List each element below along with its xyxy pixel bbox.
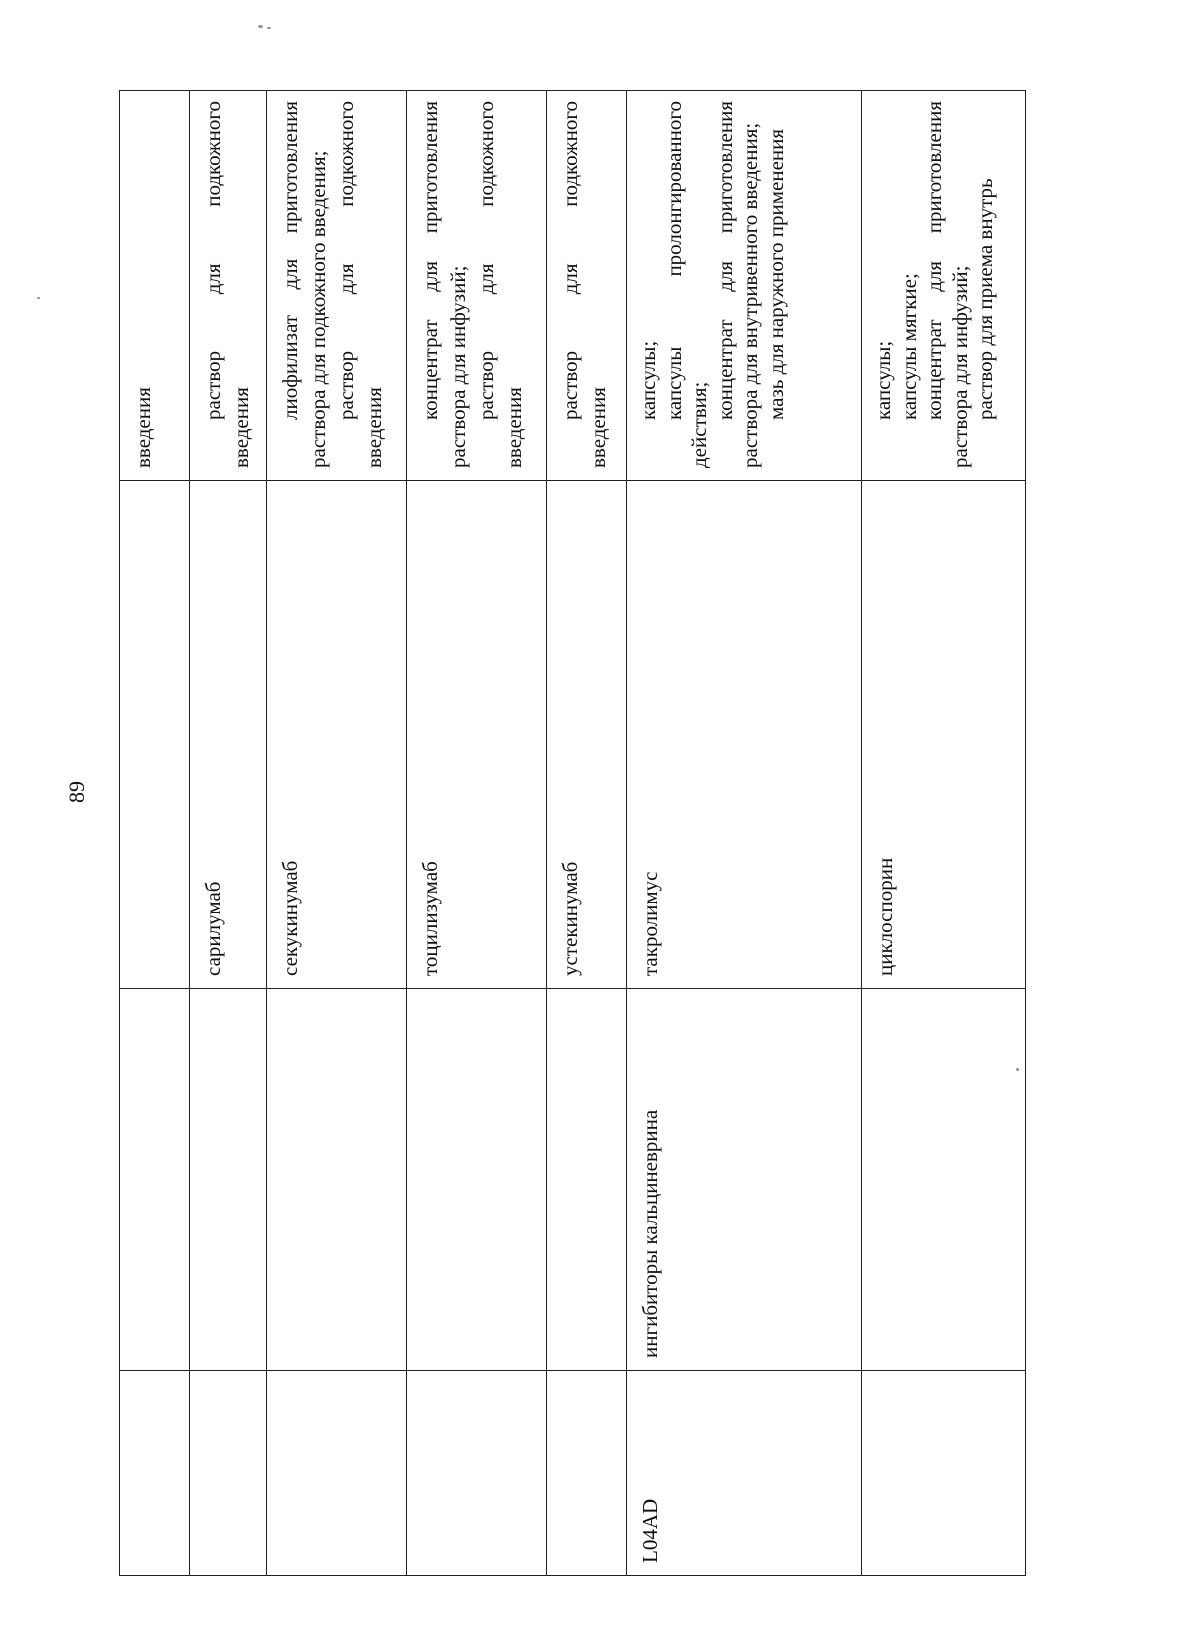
pharmacological-group-cell: ингибиторы кальциневрина (627, 989, 862, 1371)
drug-name-cell: секукинумаб (267, 481, 407, 989)
atc-code-cell (120, 1371, 190, 1576)
dosage-forms-cell (407, 91, 547, 481)
dosage-form-line: введения (229, 387, 253, 468)
dosage-forms-cell (627, 91, 862, 481)
drug-name-cell: сарилумаб (190, 481, 267, 989)
table-row (547, 91, 627, 1576)
drug-name-cell: тоцилизумаб (407, 481, 547, 989)
atc-code-cell: L04AD (627, 1371, 862, 1576)
atc-code-cell (267, 1371, 407, 1576)
table-row (267, 91, 407, 1576)
dosage-form-line: введения (502, 387, 526, 468)
table-row (862, 91, 1026, 1576)
dosage-form-line: раствор для подкожного (201, 101, 225, 420)
scan-speck (1016, 1068, 1019, 1071)
table-row (407, 91, 547, 1576)
dosage-form-line: капсулы пролонгированного действия; (661, 101, 711, 468)
atc-code-cell (407, 1371, 547, 1576)
dosage-form-line: раствор для подкожного (558, 101, 582, 420)
dosage-form-line: введения (362, 387, 386, 468)
pharmacological-group-cell (190, 989, 267, 1371)
pharmacological-group-cell (407, 989, 547, 1371)
rotated-table-wrapper (119, 91, 1025, 1576)
page-number: 89 (64, 781, 89, 803)
drug-table (119, 90, 1026, 1576)
scan-speck (258, 25, 263, 28)
dosage-form-line: введения (131, 387, 155, 468)
dosage-form-line: раствор для подкожного (334, 101, 358, 420)
drug-name-cell: устекинумаб (547, 481, 627, 989)
atc-code-cell (862, 1371, 1026, 1576)
pharmacological-group-cell (547, 989, 627, 1371)
pharmacological-group-cell (862, 989, 1026, 1371)
dosage-forms-cell (267, 91, 407, 481)
dosage-form-line: раствор для приема внутрь (973, 178, 997, 420)
table-row (627, 91, 862, 1576)
pharmacological-group-cell (120, 989, 190, 1371)
dosage-form-line: раствор для подкожного (474, 101, 498, 420)
dosage-form-line: концентрат для приготовления раствора для инфузий; (418, 101, 470, 468)
dosage-form-line: мазь для наружного применения (763, 128, 788, 420)
atc-code-cell (547, 1371, 627, 1576)
dosage-form-line: концентрат для приготовления раствора для внутривенного введения; (712, 101, 762, 468)
dosage-forms-cell (547, 91, 627, 481)
dosage-forms-cell (120, 91, 190, 481)
drug-name-cell (120, 481, 190, 989)
dosage-form-line: капсулы; (871, 340, 895, 420)
page-sheet (119, 91, 1025, 1576)
dosage-form-line: капсулы мягкие; (896, 273, 921, 420)
dosage-forms-cell (862, 91, 1026, 481)
dosage-form-line: концентрат для приготовления раствора для инфузий; (922, 101, 972, 468)
table-body (120, 91, 1026, 1576)
atc-code-cell (190, 1371, 267, 1576)
dosage-form-line: введения (586, 387, 610, 468)
dosage-form-line: капсулы; (636, 340, 660, 420)
table-row (190, 91, 267, 1576)
pharmacological-group-cell (267, 989, 407, 1371)
dosage-forms-cell (190, 91, 267, 481)
scan-speck (267, 27, 271, 29)
scan-speck (37, 297, 40, 299)
drug-name-cell: циклоспорин (862, 481, 1026, 989)
drug-name-cell: такролимус (627, 481, 862, 989)
table-row (120, 91, 190, 1576)
dosage-form-line: лиофилизат для приготовления раствора для подкожного введения; (278, 101, 330, 468)
